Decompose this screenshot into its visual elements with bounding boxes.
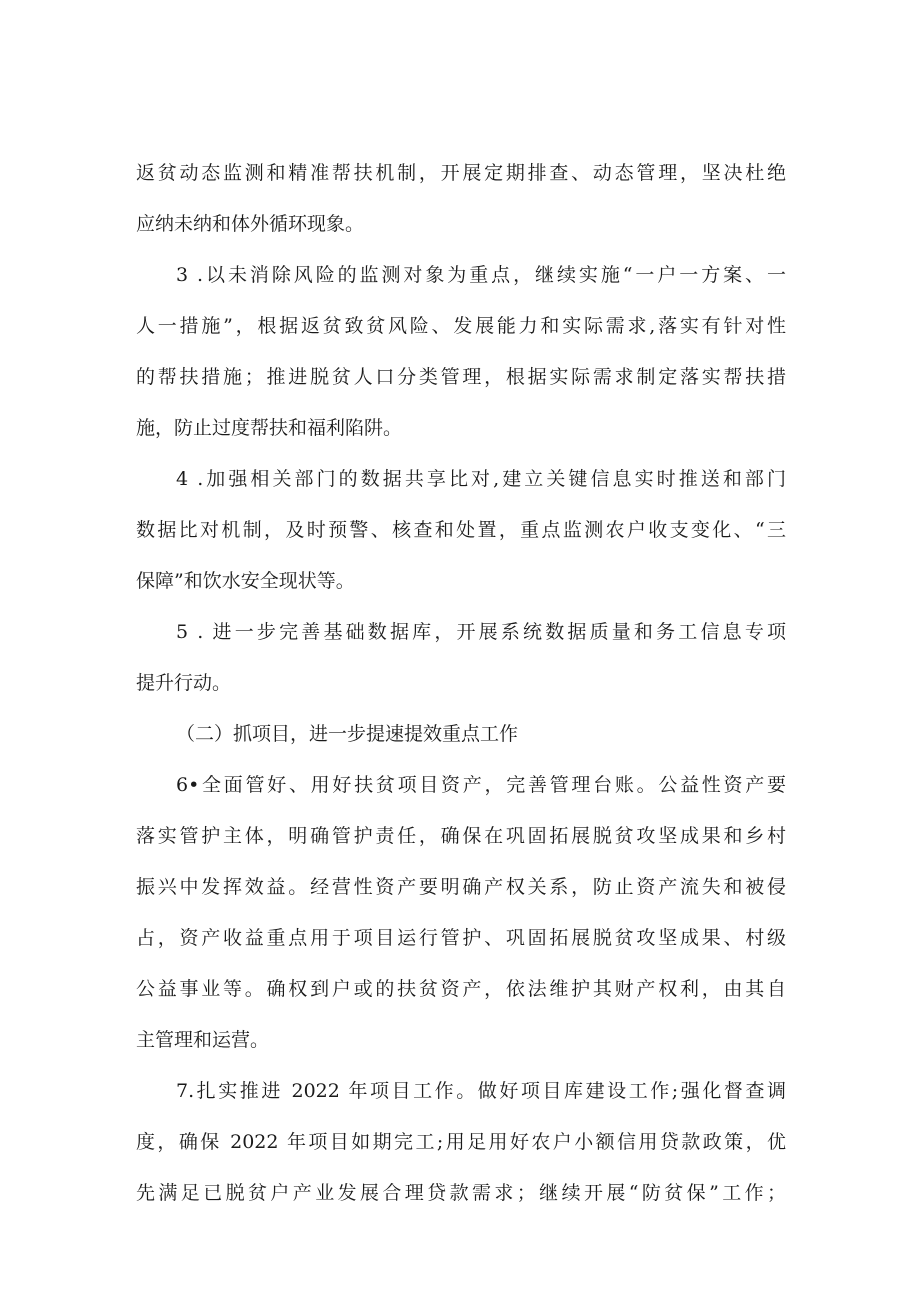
list-item-7-line: 7.扎实推进 2022 年项目工作。做好项目库建设工作;强化督查调 [176,1080,786,1102]
body-text-line: 返贫动态监测和精准帮扶机制，开展定期排查、动态管理，坚决杜绝 [136,162,786,184]
body-text-line: 数据比对机制，及时预警、核查和处置，重点监测农户收支变化、“三 [136,519,786,541]
body-text-line: 振兴中发挥效益。经营性资产要明确产权关系，防止资产流失和被侵 [136,876,786,898]
body-text-line: 先满足已脱贫户产业发展合理贷款需求；继续开展“防贫保”工作； [136,1182,786,1204]
section-heading: （二）抓项目，进一步提速提效重点工作 [176,723,519,745]
body-text-line: 人一措施”，根据返贫致贫风险、发展能力和实际需求,落实有针对性 [136,315,786,337]
body-text-line: 保障”和饮水安全现状等。 [136,570,355,592]
list-item-5-line: 5 . 进一步完善基础数据库，开展系统数据质量和务工信息专项 [176,621,786,643]
body-text-line: 的帮扶措施；推进脱贫人口分类管理，根据实际需求制定落实帮扶措 [136,366,786,388]
body-text-line: 施，防止过度帮扶和福利陷阱。 [136,417,403,439]
body-text-line: 提升行动。 [136,672,232,694]
body-text-line: 落实管护主体，明确管护责任，确保在巩固拓展脱贫攻坚成果和乡村 [136,825,786,847]
body-text-line: 应纳未纳和体外循环现象。 [136,213,365,235]
body-text-line: 公益事业等。确权到户或的扶贫资产，依法维护其财产权利，由其自 [136,978,786,1000]
list-item-3-line: 3 .以未消除风险的监测对象为重点，继续实施“一户一方案、一 [176,264,786,286]
list-item-4-line: 4 .加强相关部门的数据共享比对,建立关键信息实时推送和部门 [176,468,786,490]
body-text-line: 占，资产收益重点用于项目运行管护、巩固拓展脱贫攻坚成果、村级 [136,927,786,949]
list-item-6-line: 6•全面管好、用好扶贫项目资产，完善管理台账。公益性资产要 [176,774,786,796]
body-text-line: 主管理和运营。 [136,1029,270,1051]
body-text-line: 度，确保 2022 年项目如期完工;用足用好农户小额信用贷款政策，优 [136,1131,786,1153]
